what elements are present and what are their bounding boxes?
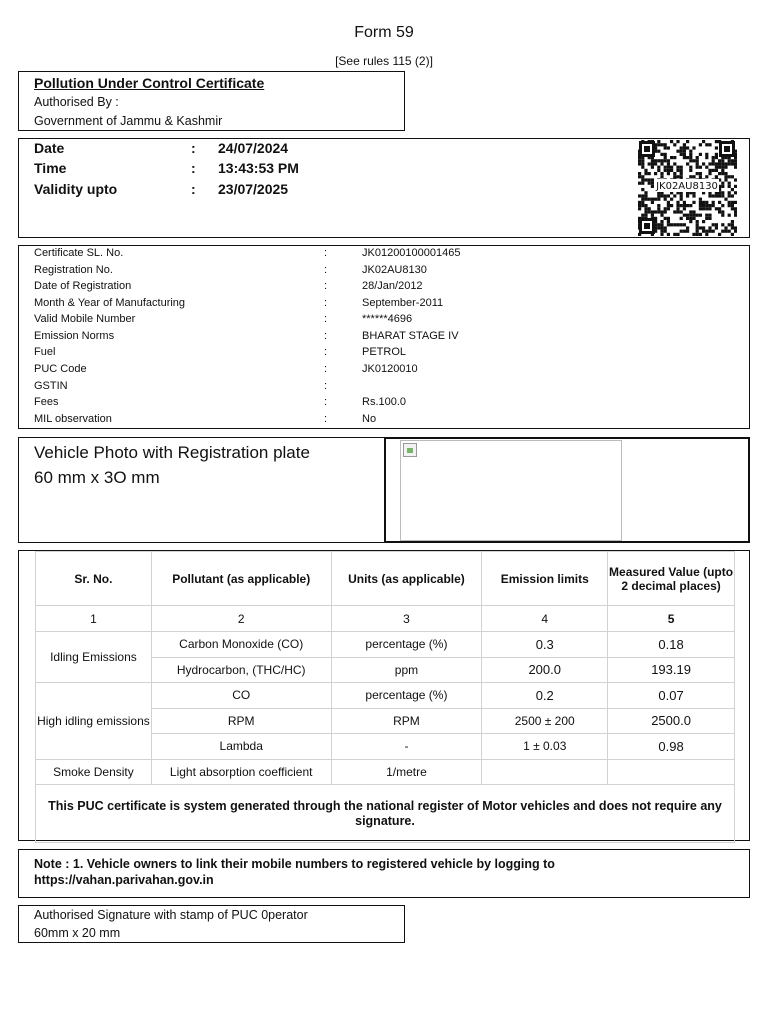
detail-value: Rs.100.0: [362, 396, 407, 408]
detail-separator: :: [324, 280, 328, 292]
broken-image-icon: [403, 443, 417, 457]
detail-row: [34, 296, 734, 310]
detail-row: [34, 345, 734, 359]
signature-box: [18, 905, 405, 943]
table-header-row: [36, 552, 735, 606]
detail-value: PETROL: [362, 346, 407, 358]
vehicle-photo: [400, 440, 622, 541]
col-number: 3: [331, 606, 482, 632]
group-idling: Idling Emissions: [36, 632, 152, 683]
header-emission-limits: Emission limits: [482, 552, 608, 606]
government-name: Government of Jammu & Kashmir: [34, 114, 223, 128]
certificate-title: Pollution Under Control Certificate: [34, 75, 265, 91]
measured-cell: 0.98: [608, 734, 735, 760]
col-number: 1: [36, 606, 152, 632]
pollutant-cell: RPM: [151, 708, 331, 734]
table-row: [36, 759, 735, 785]
note-text: Note : 1. Vehicle owners to link their mobile numbers to registered vehicle by logging to: [34, 857, 555, 871]
time-value: 13:43:53 PM: [218, 160, 299, 176]
qr-plate-text: JK02AU8130: [656, 181, 718, 192]
detail-value: September-2011: [362, 297, 444, 309]
detail-label: Month & Year of Manufacturing: [34, 297, 186, 309]
header-measured-value: Measured Value (upto 2 decimal places): [608, 552, 735, 606]
detail-label: PUC Code: [34, 363, 87, 375]
system-generated-note: This PUC certificate is system generated through the national register of Motor vehicles and does not require any signature.: [36, 785, 735, 843]
detail-separator: :: [324, 313, 328, 325]
validity-label: Validity upto: [34, 181, 118, 197]
date-value: 24/07/2024: [218, 140, 289, 156]
detail-value: JK0120010: [362, 363, 418, 375]
detail-separator: :: [324, 363, 328, 375]
group-high-idling: High idling emissions: [36, 683, 152, 760]
col-number: 2: [151, 606, 331, 632]
rules-reference: [See rules 115 (2)]: [335, 54, 433, 68]
emission-table-box: [18, 550, 750, 841]
detail-label: GSTIN: [34, 380, 68, 392]
pollutant-cell: Carbon Monoxide (CO): [151, 632, 331, 658]
header-units: Units (as applicable): [331, 552, 482, 606]
unit-cell: 1/metre: [331, 759, 482, 785]
limit-cell: 200.0: [482, 657, 608, 683]
unit-cell: percentage (%): [331, 683, 482, 709]
pollutant-cell: Hydrocarbon, (THC/HC): [151, 657, 331, 683]
detail-label: Fuel: [34, 346, 56, 358]
date-label: Date: [34, 140, 65, 156]
limit-cell: 0.2: [482, 683, 608, 709]
detail-value: JK01200100001465: [362, 247, 461, 259]
detail-row: [34, 246, 734, 260]
measured-cell: 2500.0: [608, 708, 735, 734]
detail-row: [34, 379, 734, 393]
emission-table: [35, 551, 735, 843]
photo-caption-box: [18, 437, 385, 543]
limit-cell: [482, 759, 608, 785]
detail-separator: :: [324, 413, 328, 425]
limit-cell: 2500 ± 200: [482, 708, 608, 734]
detail-row: [34, 279, 734, 293]
detail-row: [34, 395, 734, 409]
detail-row: [34, 362, 734, 376]
authority-box: [18, 71, 405, 131]
group-smoke: Smoke Density: [36, 759, 152, 785]
detail-label: Registration No.: [34, 264, 113, 276]
unit-cell: percentage (%): [331, 632, 482, 658]
detail-label: Date of Registration: [34, 280, 132, 292]
qr-code-icon: [637, 139, 737, 236]
note-box: [18, 849, 750, 898]
detail-separator: :: [324, 380, 328, 392]
unit-cell: RPM: [331, 708, 482, 734]
detail-separator: :: [324, 264, 328, 276]
signature-label: Authorised Signature with stamp of PUC 0perator: [34, 908, 308, 922]
vahan-link[interactable]: https://vahan.parivahan.gov.in: [34, 873, 214, 887]
datetime-box: [18, 138, 750, 238]
validity-separator: :: [191, 181, 196, 197]
validity-value: 23/07/2025: [218, 181, 289, 197]
detail-label: Fees: [34, 396, 59, 408]
detail-label: MIL observation: [34, 413, 112, 425]
detail-label: Certificate SL. No.: [34, 247, 124, 259]
detail-separator: :: [324, 330, 328, 342]
detail-value: ******4696: [362, 313, 413, 325]
detail-value: BHARAT STAGE IV: [362, 330, 459, 342]
detail-separator: :: [324, 297, 328, 309]
detail-label: Emission Norms: [34, 330, 115, 342]
form-title: Form 59: [354, 24, 414, 41]
detail-value: No: [362, 413, 377, 425]
detail-row: [34, 312, 734, 326]
vehicle-photo-box: [384, 437, 750, 543]
limit-cell: 0.3: [482, 632, 608, 658]
col-number: 5: [608, 606, 735, 632]
unit-cell: -: [331, 734, 482, 760]
measured-cell: 193.19: [608, 657, 735, 683]
authorised-by-label: Authorised By :: [34, 95, 119, 109]
photo-caption-line2: 60 mm x 3O mm: [34, 468, 160, 487]
time-separator: :: [191, 160, 196, 176]
measured-cell: 0.18: [608, 632, 735, 658]
signature-size: 60mm x 20 mm: [34, 926, 121, 940]
date-separator: :: [191, 140, 196, 156]
detail-value: 28/Jan/2012: [362, 280, 423, 292]
column-number-row: [36, 606, 735, 632]
pollutant-cell: CO: [151, 683, 331, 709]
table-row: [36, 683, 735, 709]
photo-caption-line1: Vehicle Photo with Registration plate: [34, 443, 310, 462]
header-sr-no: Sr. No.: [36, 552, 152, 606]
table-row: [36, 632, 735, 658]
detail-row: [34, 263, 734, 277]
measured-cell: 0.07: [608, 683, 735, 709]
detail-row: [34, 412, 734, 426]
measured-cell: [608, 759, 735, 785]
detail-value: JK02AU8130: [362, 264, 427, 276]
table-footer-row: [36, 785, 735, 843]
header-pollutant: Pollutant (as applicable): [151, 552, 331, 606]
limit-cell: 1 ± 0.03: [482, 734, 608, 760]
vehicle-details-box: [18, 245, 750, 429]
unit-cell: ppm: [331, 657, 482, 683]
detail-separator: :: [324, 346, 328, 358]
pollutant-cell: Lambda: [151, 734, 331, 760]
detail-separator: :: [324, 247, 328, 259]
detail-row: [34, 329, 734, 343]
detail-label: Valid Mobile Number: [34, 313, 136, 325]
col-number: 4: [482, 606, 608, 632]
pollutant-cell: Light absorption coefficient: [151, 759, 331, 785]
time-label: Time: [34, 160, 67, 176]
detail-separator: :: [324, 396, 328, 408]
